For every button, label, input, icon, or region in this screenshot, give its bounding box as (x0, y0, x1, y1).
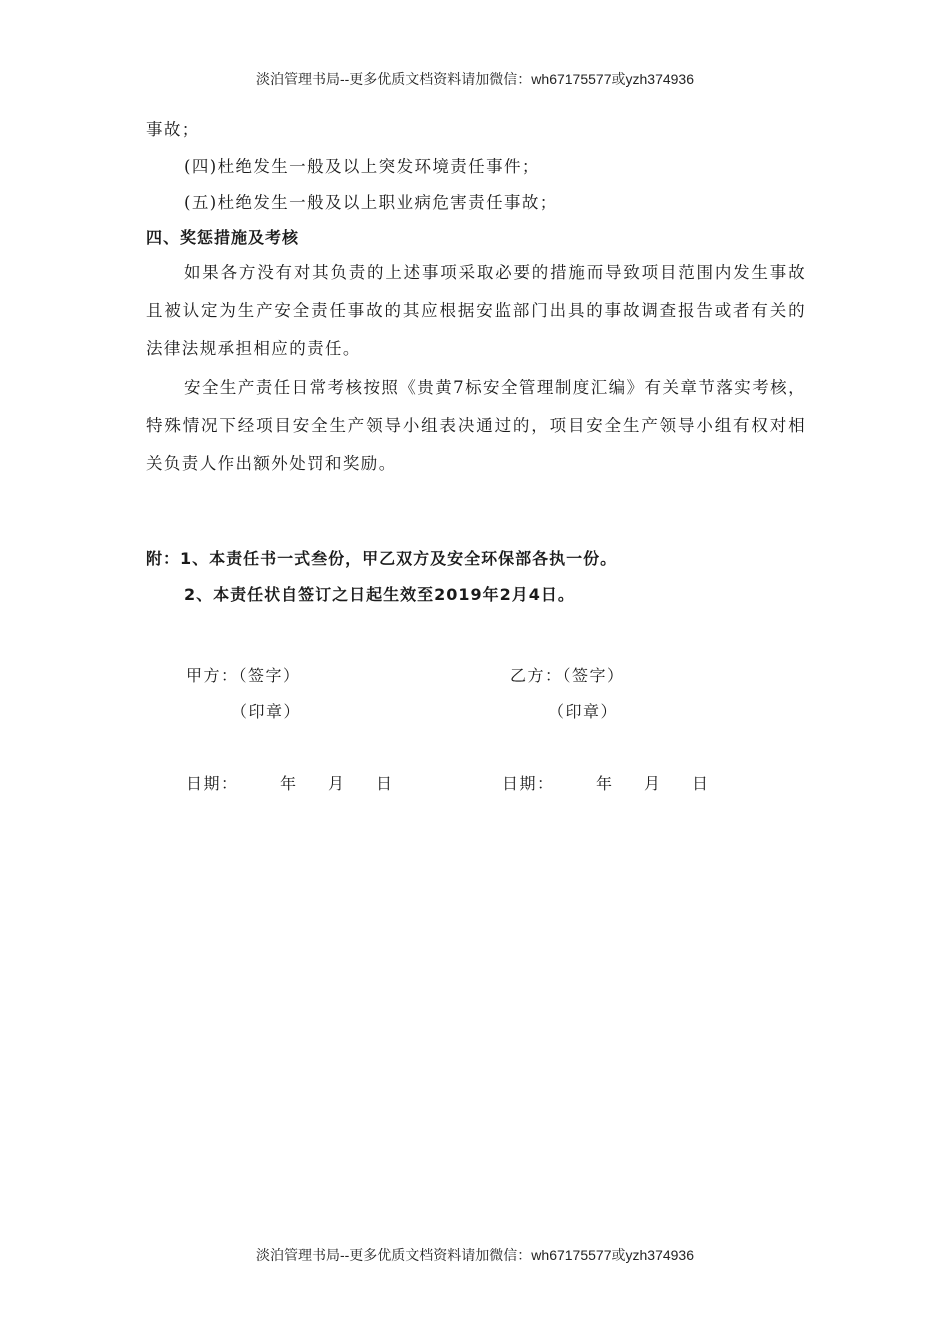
paragraph-assessment: 安全生产责任日常考核按照《贵黄7标安全管理制度汇编》有关章节落实考核，特殊情况下经项目安全生产领导小组表决通过的，项目安全生产领导小组有权对相关负责人作出额外处罚和奖励。 (146, 378, 806, 473)
party-b-date-day: 日 (692, 774, 710, 793)
paragraph-penalty: 如果各方没有对其负责的上述事项采取必要的措施而导致项目范围内发生事故且被认定为生产安全责任事故的其应根据安监部门出具的事故调查报告或者有关的法律法规承担相应的责任。 (146, 263, 806, 358)
annex-item-1: 附：1、本责任书一式叁份，甲乙双方及安全环保部各执一份。 (146, 549, 618, 568)
party-a-signature: 甲方：（签字） (186, 666, 301, 685)
list-item-4: (四)杜绝发生一般及以上突发环境责任事件； (184, 157, 540, 176)
page-header: 淡泊管理书局--更多优质文档资料请加微信：wh67175577或yzh374936 (255, 71, 694, 87)
annex-item-2: 2、本责任状自签订之日起生效至2019年2月4日。 (184, 585, 575, 604)
party-a-date-month: 月 (328, 774, 346, 793)
list-item-5: (五)杜绝发生一般及以上职业病危害责任事故； (184, 193, 558, 212)
continuation-line: 事故； (146, 120, 200, 139)
party-b-date-year: 年 (596, 774, 614, 793)
section-title: 四、奖惩措施及考核 (146, 228, 300, 247)
party-a-seal: （印章） (231, 702, 302, 721)
party-b-date-month: 月 (644, 774, 662, 793)
page-footer: 淡泊管理书局--更多优质文档资料请加微信：wh67175577或yzh374936 (255, 1247, 694, 1263)
party-a-date-label: 日期： (186, 774, 239, 793)
party-a-date-day: 日 (376, 774, 394, 793)
party-b-date-label: 日期： (502, 774, 555, 793)
party-b-signature: 乙方：（签字） (510, 666, 625, 685)
party-b-seal: （印章） (548, 702, 619, 721)
party-a-date-year: 年 (280, 774, 298, 793)
